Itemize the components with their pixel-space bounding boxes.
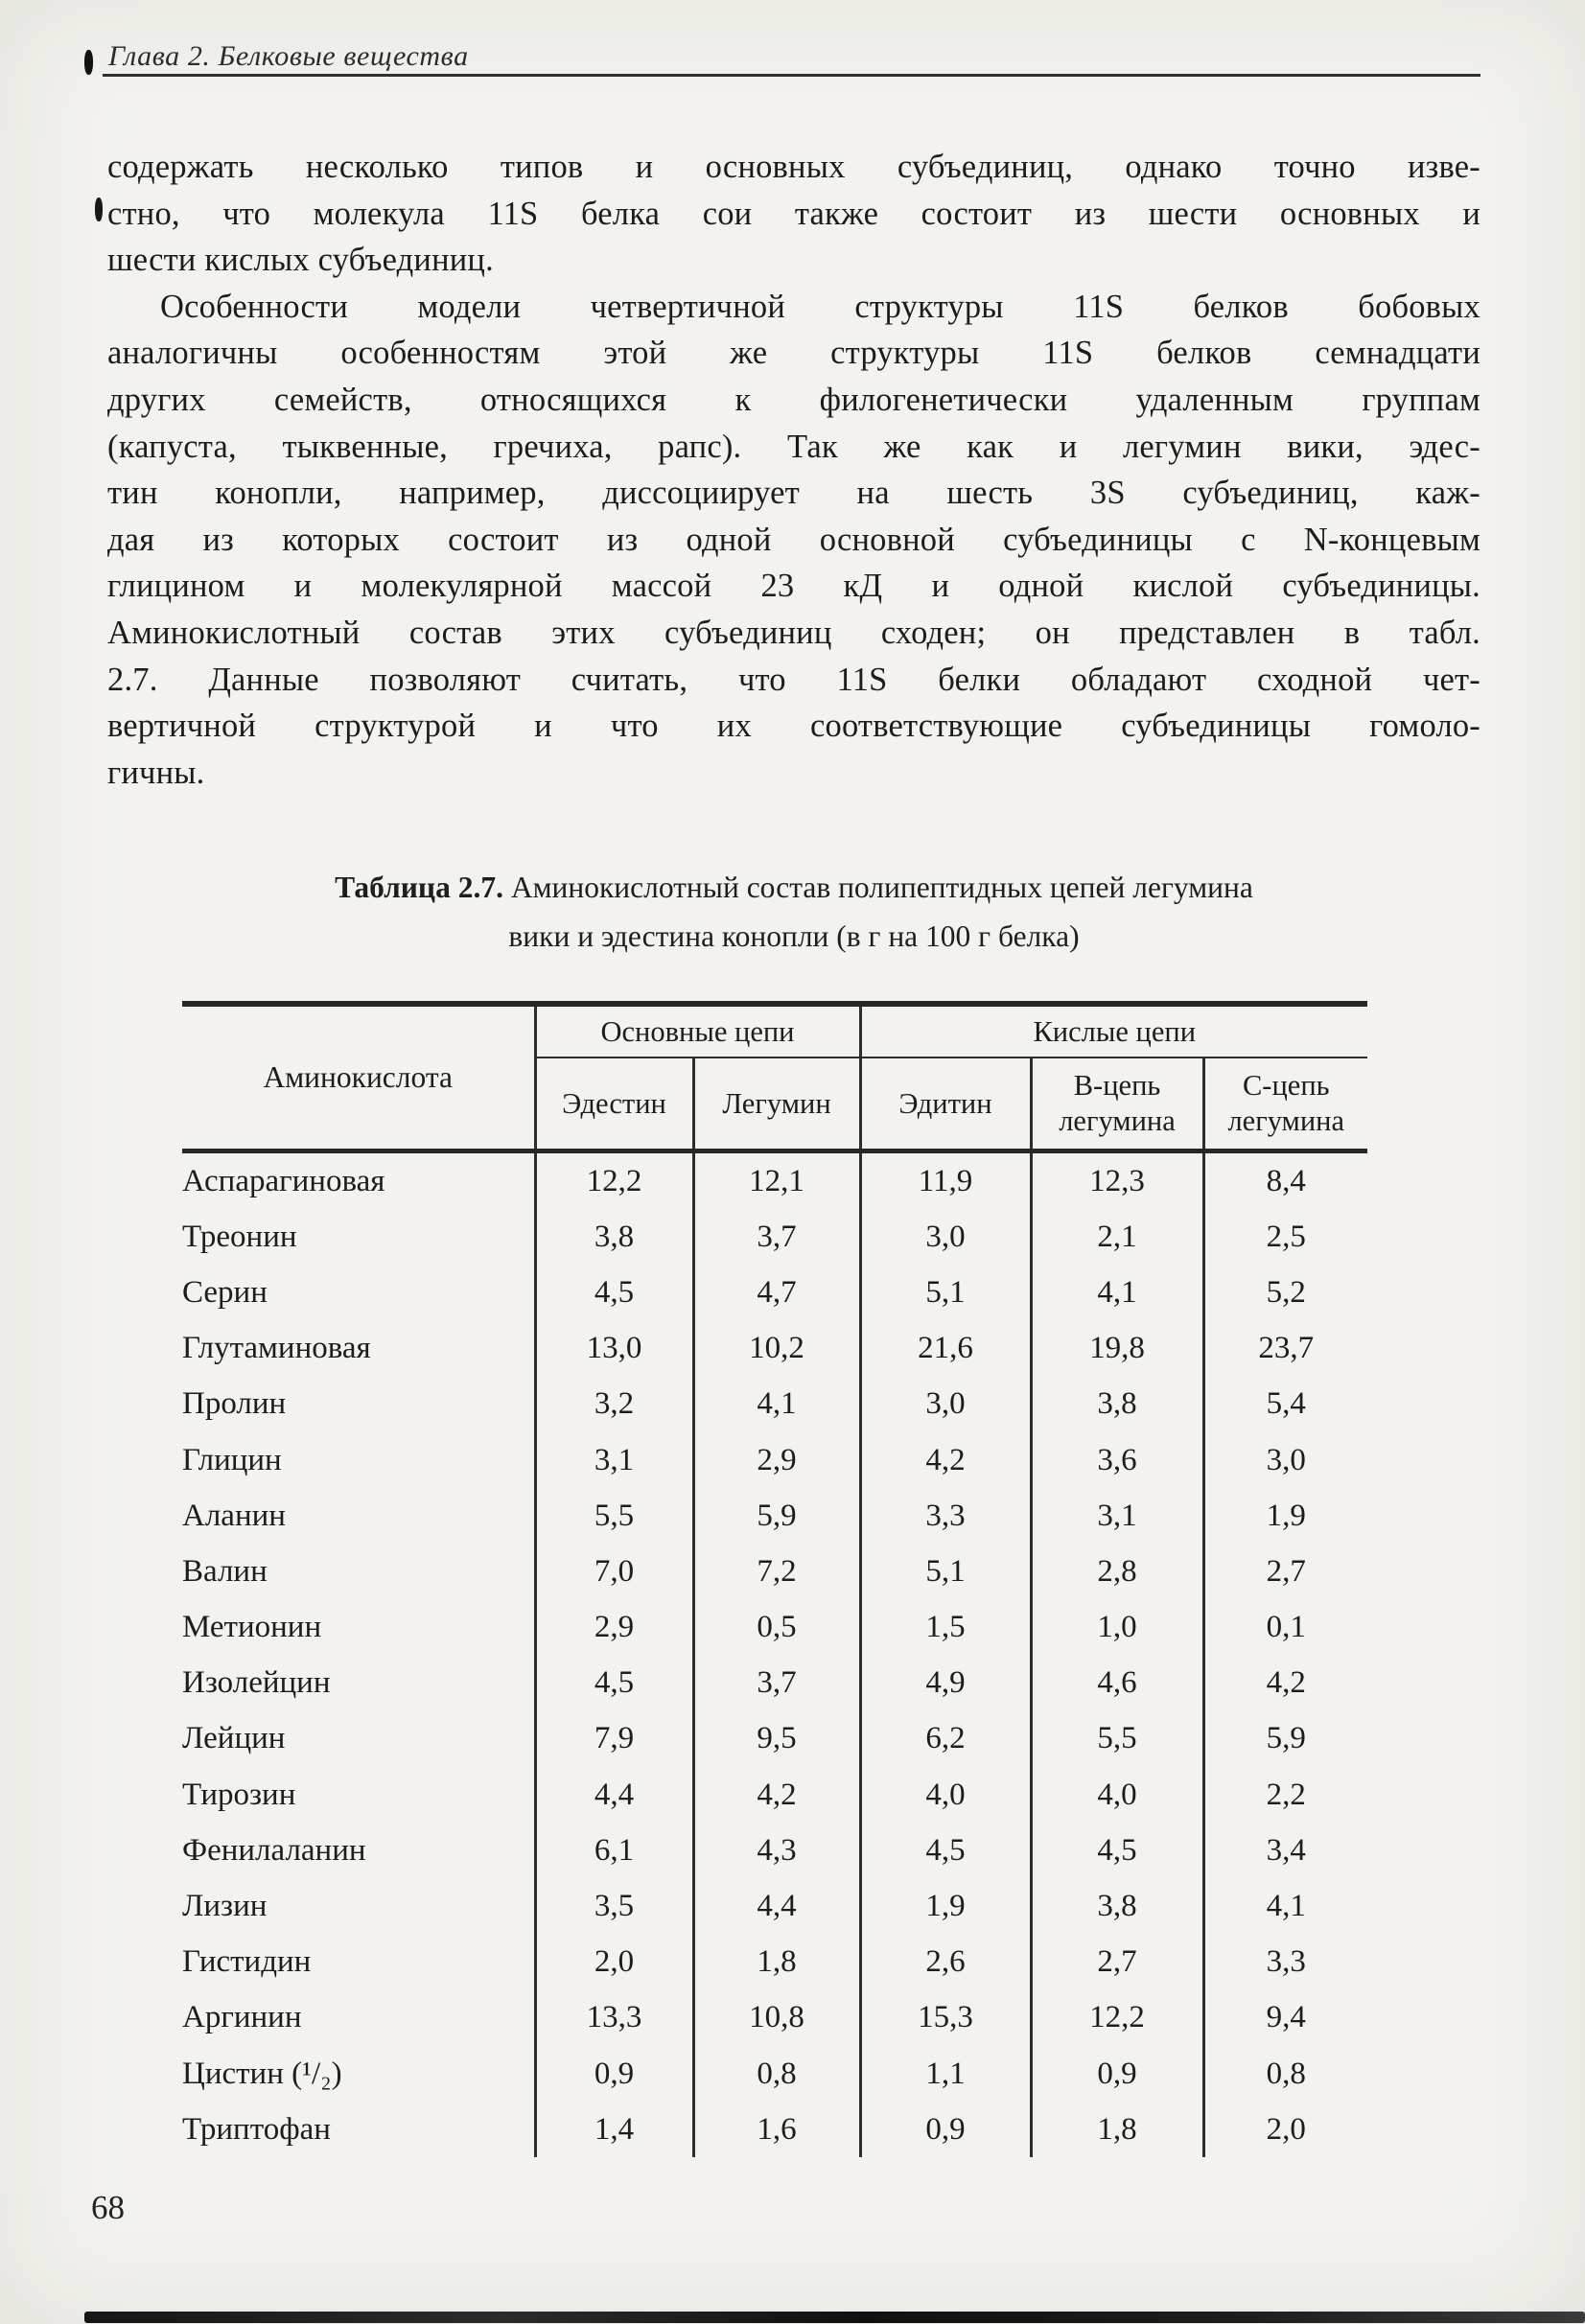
- amino-acid-name: Треонин: [182, 1219, 297, 1254]
- table-row: [182, 1377, 1367, 1432]
- text-line: дая из которых состоит из одной основной субъединицы с N-концевым: [107, 521, 1480, 558]
- value-cell: 2,7: [1203, 1544, 1367, 1599]
- column-group-basic-chains: Основные цепи: [535, 1004, 860, 1057]
- value-cell: 4,5: [1031, 1823, 1203, 1878]
- value-cell: 21,6: [860, 1321, 1031, 1377]
- amino-acid-name: Тирозин: [182, 1777, 296, 1812]
- value-cell: 5,2: [1203, 1265, 1367, 1320]
- column-header-legumin: Легумин: [693, 1057, 860, 1151]
- value-cell: 4,1: [693, 1377, 860, 1432]
- table-row: [182, 1935, 1367, 1990]
- value-cell: 4,2: [1203, 1656, 1367, 1711]
- value-cell: 13,3: [535, 1990, 693, 2046]
- table-caption: [107, 863, 1480, 961]
- value-cell: 3,7: [693, 1656, 860, 1711]
- text-line: вертичной структурой и что их соответствующие субъединицы гомоло-: [107, 708, 1480, 745]
- value-cell: 7,0: [535, 1544, 693, 1599]
- value-cell: 3,8: [535, 1209, 693, 1265]
- value-cell: 2,1: [1031, 1209, 1203, 1265]
- table-row: [182, 1432, 1367, 1488]
- value-cell: 5,1: [860, 1544, 1031, 1599]
- value-cell: 4,5: [860, 1823, 1031, 1878]
- amino-acid-table: [182, 1001, 1367, 2157]
- value-cell: 0,8: [1203, 2046, 1367, 2102]
- value-cell: 13,0: [535, 1321, 693, 1377]
- value-cell: 4,9: [860, 1656, 1031, 1711]
- value-cell: 15,3: [860, 1990, 1031, 2046]
- table-row: [182, 1321, 1367, 1377]
- value-cell: 3,5: [535, 1878, 693, 1934]
- column-group-acidic-chains: Кислые цепи: [860, 1004, 1367, 1057]
- amino-acid-name: Серин: [182, 1274, 268, 1310]
- text-line: (капуста, тыквенные, гречиха, рапс). Так же как и легумин вики, эдес-: [107, 428, 1480, 465]
- amino-acid-name: Глутаминовая: [182, 1331, 371, 1366]
- value-cell: 19,8: [1031, 1321, 1203, 1377]
- value-cell: 5,9: [693, 1488, 860, 1544]
- column-header-editin: Эдитин: [860, 1057, 1031, 1151]
- value-cell: 2,9: [693, 1432, 860, 1488]
- value-cell: 2,0: [1203, 2102, 1367, 2157]
- text-line: содержать несколько типов и основных субъединиц, однако точно изве-: [107, 149, 1480, 185]
- table-header: [182, 1004, 1367, 1151]
- value-cell: 0,1: [1203, 1600, 1367, 1656]
- value-cell: 2,2: [1203, 1767, 1367, 1823]
- value-cell: 0,9: [860, 2102, 1031, 2157]
- value-cell: 4,6: [1031, 1656, 1203, 1711]
- value-cell: 1,9: [860, 1878, 1031, 1934]
- table-row: [182, 1544, 1367, 1599]
- amino-acid-name: Глицин: [182, 1442, 282, 1477]
- value-cell: 7,2: [693, 1544, 860, 1599]
- value-cell: 7,9: [535, 1711, 693, 1767]
- value-cell: 2,9: [535, 1600, 693, 1656]
- text-line: других семейств, относящихся к филогенетически удаленным группам: [107, 381, 1480, 418]
- amino-acid-name: Лизин: [182, 1889, 268, 1924]
- value-cell: 5,5: [535, 1488, 693, 1544]
- text-line: 2.7. Данные позволяют считать, что 11S белки обладают сходной чет-: [107, 661, 1480, 698]
- table-row: [182, 1209, 1367, 1265]
- table-row: [182, 1656, 1367, 1711]
- table-caption-line1: [107, 863, 1480, 912]
- text-line: Особенности модели четвертичной структуры 11S белков бобовых: [160, 288, 1480, 325]
- column-header-b-chain-legumin: В-цепь легумина: [1031, 1057, 1203, 1151]
- table-row: [182, 1990, 1367, 2046]
- value-cell: 5,4: [1203, 1377, 1367, 1432]
- value-cell: 0,8: [693, 2046, 860, 2102]
- value-cell: 3,8: [1031, 1878, 1203, 1934]
- value-cell: 0,9: [1031, 2046, 1203, 2102]
- amino-acid-name: Лейцин: [182, 1721, 286, 1756]
- table-caption-title: Аминокислотный состав полипептидных цепей легумина: [510, 871, 1253, 904]
- value-cell: 1,0: [1031, 1600, 1203, 1656]
- body-text: [107, 144, 1480, 796]
- value-cell: 4,0: [860, 1767, 1031, 1823]
- value-cell: 9,4: [1203, 1990, 1367, 2046]
- value-cell: 3,8: [1031, 1377, 1203, 1432]
- text-line: Аминокислотный состав этих субъединиц сходен; он представлен в табл.: [107, 614, 1480, 651]
- amino-acid-name: Пролин: [182, 1386, 287, 1422]
- value-cell: 23,7: [1203, 1321, 1367, 1377]
- scan-artifact-speck: [84, 50, 93, 75]
- value-cell: 4,1: [1203, 1878, 1367, 1934]
- value-cell: 12,2: [1031, 1990, 1203, 2046]
- value-cell: 8,4: [1203, 1151, 1367, 1210]
- value-cell: 3,0: [860, 1377, 1031, 1432]
- header-rule: [103, 74, 1480, 77]
- group-header-row: [182, 1004, 1367, 1057]
- value-cell: 3,7: [693, 1209, 860, 1265]
- value-cell: 3,3: [860, 1488, 1031, 1544]
- value-cell: 5,1: [860, 1265, 1031, 1320]
- value-cell: 12,2: [535, 1151, 693, 1210]
- value-cell: 1,6: [693, 2102, 860, 2157]
- table-row: [182, 2102, 1367, 2157]
- table-row: [182, 1488, 1367, 1544]
- value-cell: 11,9: [860, 1151, 1031, 1210]
- value-cell: 1,8: [693, 1935, 860, 1990]
- table-row: [182, 1600, 1367, 1656]
- amino-acid-name: Валин: [182, 1553, 268, 1589]
- value-cell: 2,5: [1203, 1209, 1367, 1265]
- value-cell: 3,4: [1203, 1823, 1367, 1878]
- amino-acid-name: Изолейцин: [182, 1665, 331, 1701]
- value-cell: 6,2: [860, 1711, 1031, 1767]
- text-line: шести кислых субъединиц.: [107, 242, 494, 279]
- value-cell: 0,9: [535, 2046, 693, 2102]
- table-row: [182, 2046, 1367, 2102]
- value-cell: 1,1: [860, 2046, 1031, 2102]
- amino-acid-name: Аргинин: [182, 2000, 302, 2035]
- amino-acid-name: Триптофан: [182, 2111, 331, 2147]
- table-caption-line2: вики и эдестина конопли (в г на 100 г белка): [508, 919, 1080, 953]
- value-cell: 1,9: [1203, 1488, 1367, 1544]
- value-cell: 9,5: [693, 1711, 860, 1767]
- scan-artifact-speck: [95, 198, 103, 221]
- value-cell: 3,1: [1031, 1488, 1203, 1544]
- value-cell: 3,0: [860, 1209, 1031, 1265]
- value-cell: 5,5: [1031, 1711, 1203, 1767]
- value-cell: 12,3: [1031, 1151, 1203, 1210]
- value-cell: 2,7: [1031, 1935, 1203, 1990]
- table-row: [182, 1265, 1367, 1320]
- value-cell: 2,6: [860, 1935, 1031, 1990]
- value-cell: 1,4: [535, 2102, 693, 2157]
- text-line: гичны.: [107, 754, 205, 791]
- page-number: 68: [91, 2189, 125, 2226]
- text-line: аналогичны особенностям этой же структуры 11S белков семнадцати: [107, 335, 1480, 372]
- value-cell: 1,8: [1031, 2102, 1203, 2157]
- text-line: стно, что молекула 11S белка сои также состоит из шести основных и: [107, 195, 1480, 232]
- value-cell: 4,5: [535, 1265, 693, 1320]
- table-row: [182, 1878, 1367, 1934]
- value-cell: 4,2: [693, 1767, 860, 1823]
- table-row: [182, 1823, 1367, 1878]
- value-cell: 10,8: [693, 1990, 860, 2046]
- amino-acid-name: Фенилаланин: [182, 1832, 366, 1868]
- table-row: [182, 1151, 1367, 1210]
- value-cell: 4,7: [693, 1265, 860, 1320]
- value-cell: 3,1: [535, 1432, 693, 1488]
- value-cell: 10,2: [693, 1321, 860, 1377]
- value-cell: 3,0: [1203, 1432, 1367, 1488]
- amino-acid-name: Гистидин: [182, 1944, 312, 1980]
- value-cell: 12,1: [693, 1151, 860, 1210]
- table-row: [182, 1711, 1367, 1767]
- value-cell: 3,2: [535, 1377, 693, 1432]
- value-cell: 4,0: [1031, 1767, 1203, 1823]
- value-cell: 1,5: [860, 1600, 1031, 1656]
- value-cell: 3,6: [1031, 1432, 1203, 1488]
- amino-acid-name: Метионин: [182, 1610, 322, 1645]
- value-cell: 3,3: [1203, 1935, 1367, 1990]
- value-cell: 5,9: [1203, 1711, 1367, 1767]
- value-cell: 4,5: [535, 1656, 693, 1711]
- table-caption-label: Таблица 2.7.: [335, 871, 503, 904]
- value-cell: 2,8: [1031, 1544, 1203, 1599]
- column-header-edestin: Эдестин: [535, 1057, 693, 1151]
- value-cell: 2,0: [535, 1935, 693, 1990]
- column-header-c-chain-legumin: С-цепь легумина: [1203, 1057, 1367, 1151]
- value-cell: 4,4: [535, 1767, 693, 1823]
- value-cell: 6,1: [535, 1823, 693, 1878]
- scan-artifact-bottom-edge: [84, 2312, 1585, 2323]
- table-row: [182, 1767, 1367, 1823]
- value-cell: 4,1: [1031, 1265, 1203, 1320]
- column-header-amino-acid: Аминокислота: [182, 1004, 535, 1151]
- running-header: Глава 2. Белковые вещества: [108, 40, 469, 72]
- value-cell: 4,4: [693, 1878, 860, 1934]
- table-body: [182, 1151, 1367, 2158]
- amino-acid-name: Аспарагиновая: [182, 1163, 385, 1198]
- amino-acid-name: Цистин (¹/₂): [182, 2056, 342, 2091]
- text-line: глицином и молекулярной массой 23 кД и одной кислой субъединицы.: [107, 568, 1480, 605]
- amino-acid-name: Аланин: [182, 1498, 286, 1533]
- text-line: тин конопли, например, диссоциирует на шесть 3S субъединиц, каж-: [107, 475, 1480, 512]
- value-cell: 4,3: [693, 1823, 860, 1878]
- value-cell: 0,5: [693, 1600, 860, 1656]
- value-cell: 4,2: [860, 1432, 1031, 1488]
